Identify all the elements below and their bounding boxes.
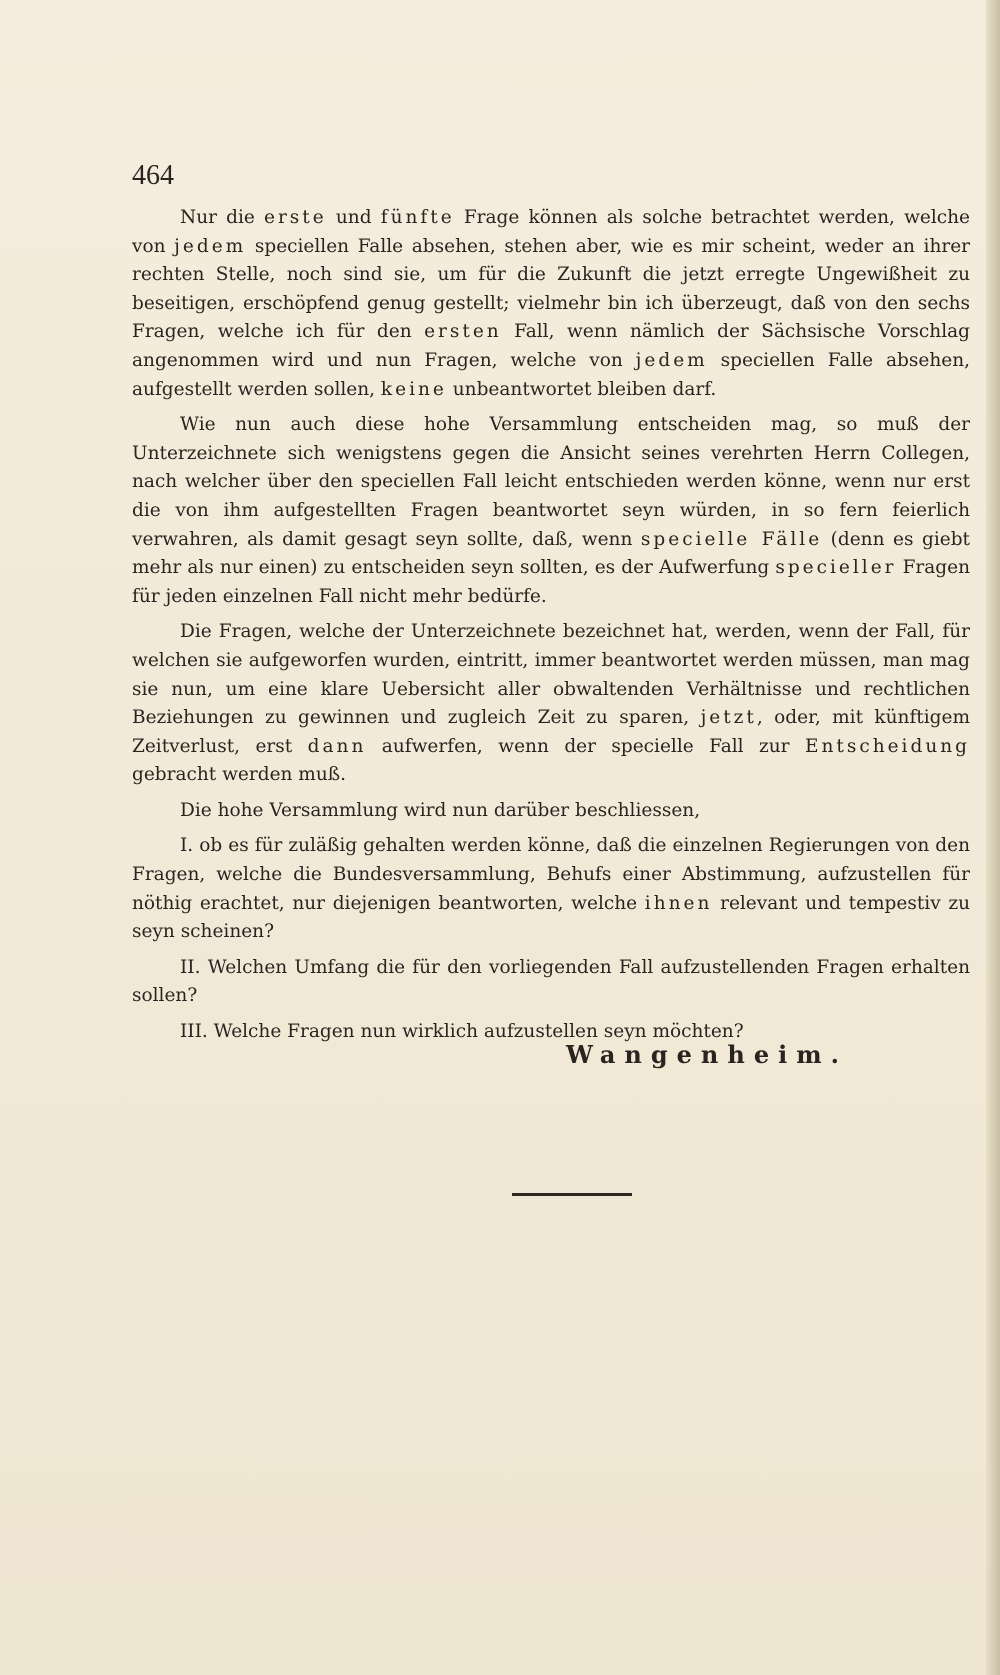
emphasized-text: dann (307, 735, 367, 757)
emphasized-text: fünfte (380, 207, 455, 228)
question-item: III. Welche Fragen nun wirklich aufzustellen seyn möchten? (180, 1021, 744, 1043)
page-number: 464 (132, 160, 174, 191)
emphasized-text: specielle Fälle (640, 528, 823, 550)
body-text (132, 204, 970, 1054)
paragraph: Nur die erste und fünfte Frage können als solche betrachtet werden, welche von jedem speciellen Falle absehen, stehen aber, wie es mir scheint, weder an ihrer rechten Stelle, noch sind sie, um für die Zukunft die jetzt erregte Ungewißheit zu beseitigen, erschöpfend genug gestellt; vielmehr bin ich überzeugt, daß von den sechs Fragen, welche ich für den ersten Fall, wenn nämlich der Sächsische Vorschlag angenommen wird und nun Fragen, welche von jedem speciellen Falle absehen, aufgestellt werden sollen, keine unbeantwortet bleiben darf. (132, 207, 971, 400)
question-item: II. Welchen Umfang die für den vorliegenden Fall aufzustellenden Fragen erhalten sollen? (132, 956, 970, 1007)
paragraph: Wie nun auch diese hohe Versammlung entscheiden mag, so muß der Unterzeichnete sich wenigstens gegen die Ansicht seines verehrten Herrn Collegen, nach welcher über den speciellen Fall leicht entschieden werden könne, wenn nur erst die von ihm aufgestellten Fragen beantwortet seyn würden, in so fern feierlich verwahren, als damit gesagt seyn sollte, daß, wenn specielle Fälle (denn es giebt mehr als nur einen) zu entscheiden seyn sollten, es der Aufwerfung specieller Fragen für jeden einzelnen Fall nicht mehr bedürfe. (132, 414, 970, 607)
emphasized-text: Entscheidung (804, 735, 970, 757)
emphasized-text: jedem (635, 349, 708, 371)
emphasized-text: specieller (775, 557, 897, 579)
paragraph: Die Fragen, welche der Unterzeichnete bezeichnet hat, werden, wenn der Fall, für welchen sie aufgeworfen wurden, eintritt, immer beantwortet werden müssen, man mag sie nun, um eine klare Uebersicht aller obwaltenden Verhältnisse und rechtlichen Beziehungen zu gewinnen und zugleich Zeit zu sparen, jetzt, oder, mit künftigem Zeitverlust, erst dann aufwerfen, wenn der specielle Fall zur Entscheidung gebracht werden muß. (132, 621, 970, 786)
emphasized-text: jetzt (700, 707, 757, 729)
signature: Wangenheim. (566, 1040, 848, 1069)
emphasized-text: ihnen (644, 892, 713, 914)
emphasized-text: ersten (424, 321, 502, 343)
paragraph: Die hohe Versammlung wird nun darüber beschliessen, (180, 799, 701, 821)
page-edge (986, 0, 1000, 1675)
question-item: I. ob es für zuläßig gehalten werden könne, daß die einzelnen Regierungen von den Fragen, welche die Bundesversammlung, Behufs einer Abstimmung, aufzustellen für nöthig erachtet, nur diejenigen beantworten, welche ihnen relevant und tempestiv zu seyn scheinen? (132, 835, 970, 943)
emphasized-text: jedem (174, 235, 247, 257)
emphasized-text: erste (264, 207, 327, 228)
end-rule (512, 1193, 632, 1196)
emphasized-text: keine (380, 378, 447, 400)
